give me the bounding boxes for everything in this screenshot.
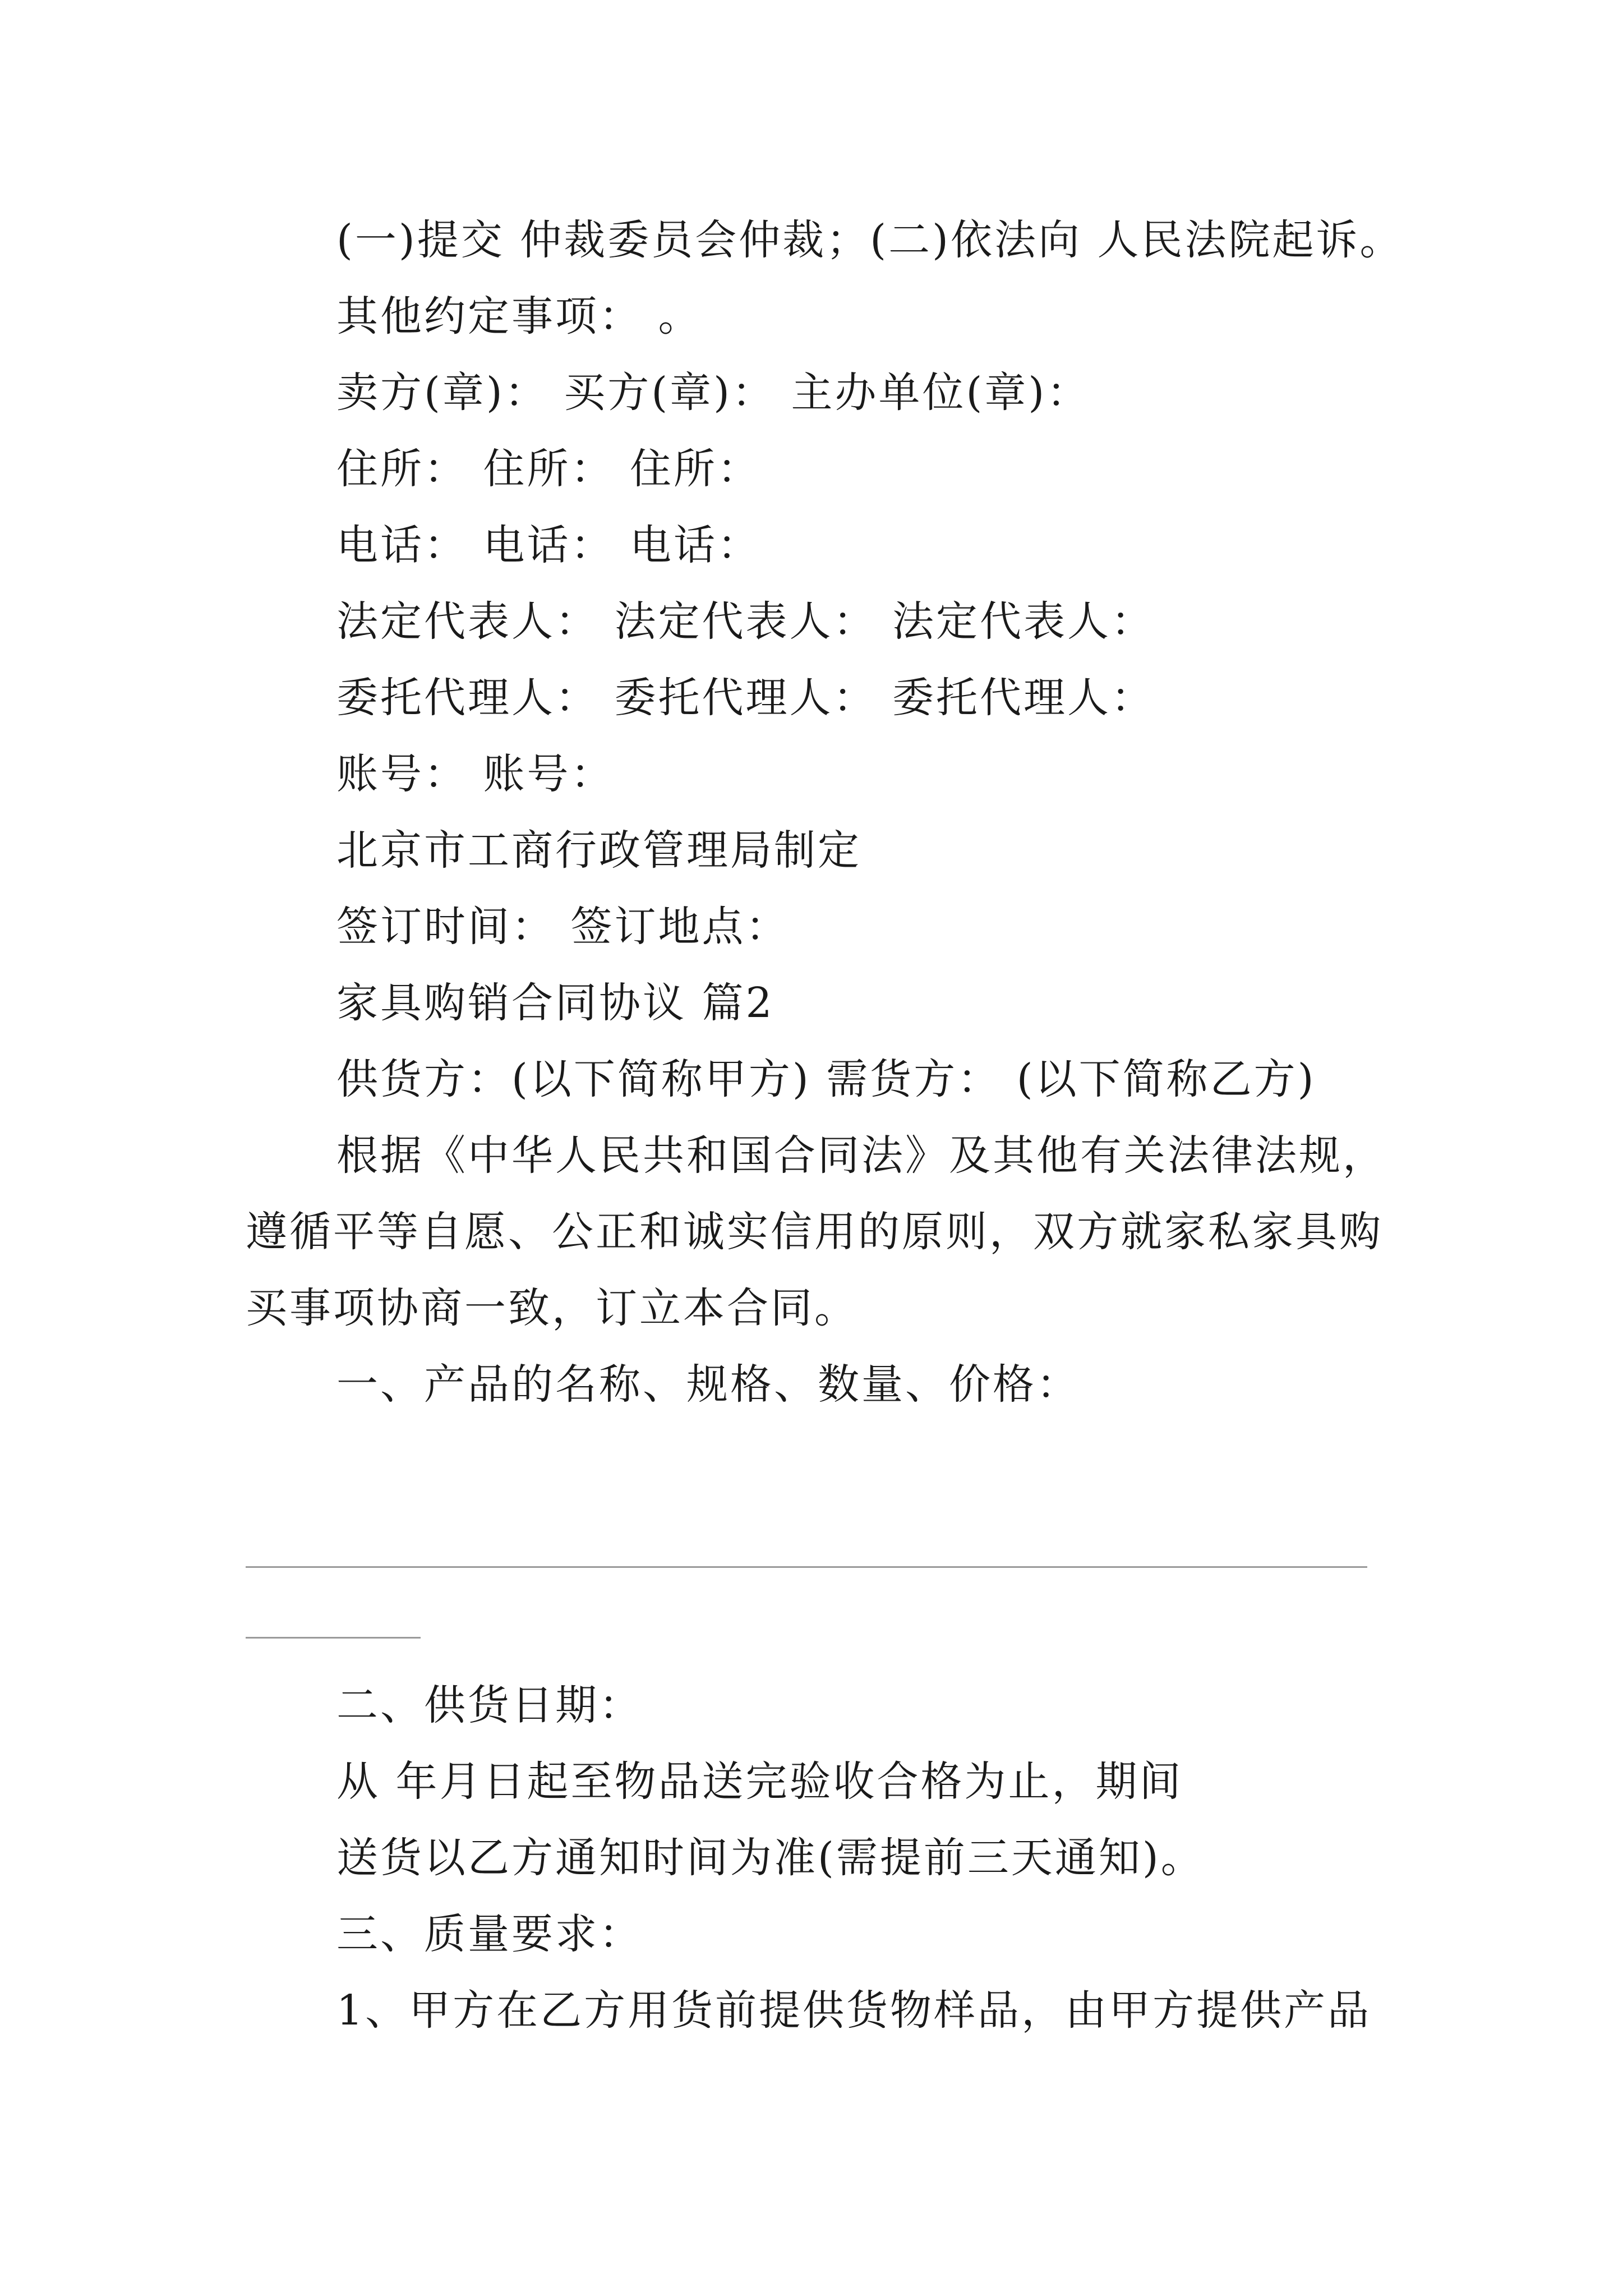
address-line: 住所： 住所： 住所：: [336, 445, 762, 493]
clause-1-heading: 一、产品的名称、规格、数量、价格：: [336, 1360, 1080, 1409]
delivery-notice-line: 送货以乙方通知时间为准(需提前三天通知)。: [336, 1834, 1205, 1882]
arbitration-clause: (一)提交 仲裁委员会仲裁；(二)依法向 人民法院起诉。: [336, 216, 1404, 264]
section-title: 家具购销合同协议 篇2: [336, 979, 774, 1027]
preamble-line-2: 遵循平等自愿、公正和诚实信用的原则，双方就家私家具购: [246, 1208, 1383, 1256]
phone-line: 电话： 电话： 电话：: [336, 521, 762, 569]
legal-representative-line: 法定代表人： 法定代表人： 法定代表人：: [336, 597, 1155, 646]
seal-line: 卖方(章)： 买方(章)： 主办单位(章)：: [336, 369, 1091, 417]
quality-item-1: 1、甲方在乙方用货前提供货物样品，由甲方提供产品: [336, 1986, 1372, 2035]
parties-line: 供货方：(以下简称甲方) 需货方： (以下简称乙方): [336, 1055, 1316, 1103]
preamble-line-3: 买事项协商一致，订立本合同。: [246, 1284, 858, 1332]
preamble-line-1: 根据《中华人民共和国合同法》及其他有关法律法规，: [336, 1131, 1386, 1180]
clause-2-heading: 二、供货日期：: [336, 1681, 643, 1729]
account-line: 账号： 账号：: [336, 750, 615, 798]
fill-in-rule-long: [246, 1566, 1367, 1568]
fill-in-rule-short: [246, 1637, 421, 1639]
other-matters-line: 其他约定事项： 。: [336, 292, 702, 341]
signing-info-line: 签订时间： 签订地点：: [336, 903, 790, 951]
delivery-period-line: 从 年月日起至物品送完验收合格为止，期间: [336, 1757, 1183, 1806]
agent-line: 委托代理人： 委托代理人： 委托代理人：: [336, 674, 1155, 722]
issuer-line: 北京市工商行政管理局制定: [336, 826, 861, 875]
clause-3-heading: 三、质量要求：: [336, 1910, 643, 1958]
